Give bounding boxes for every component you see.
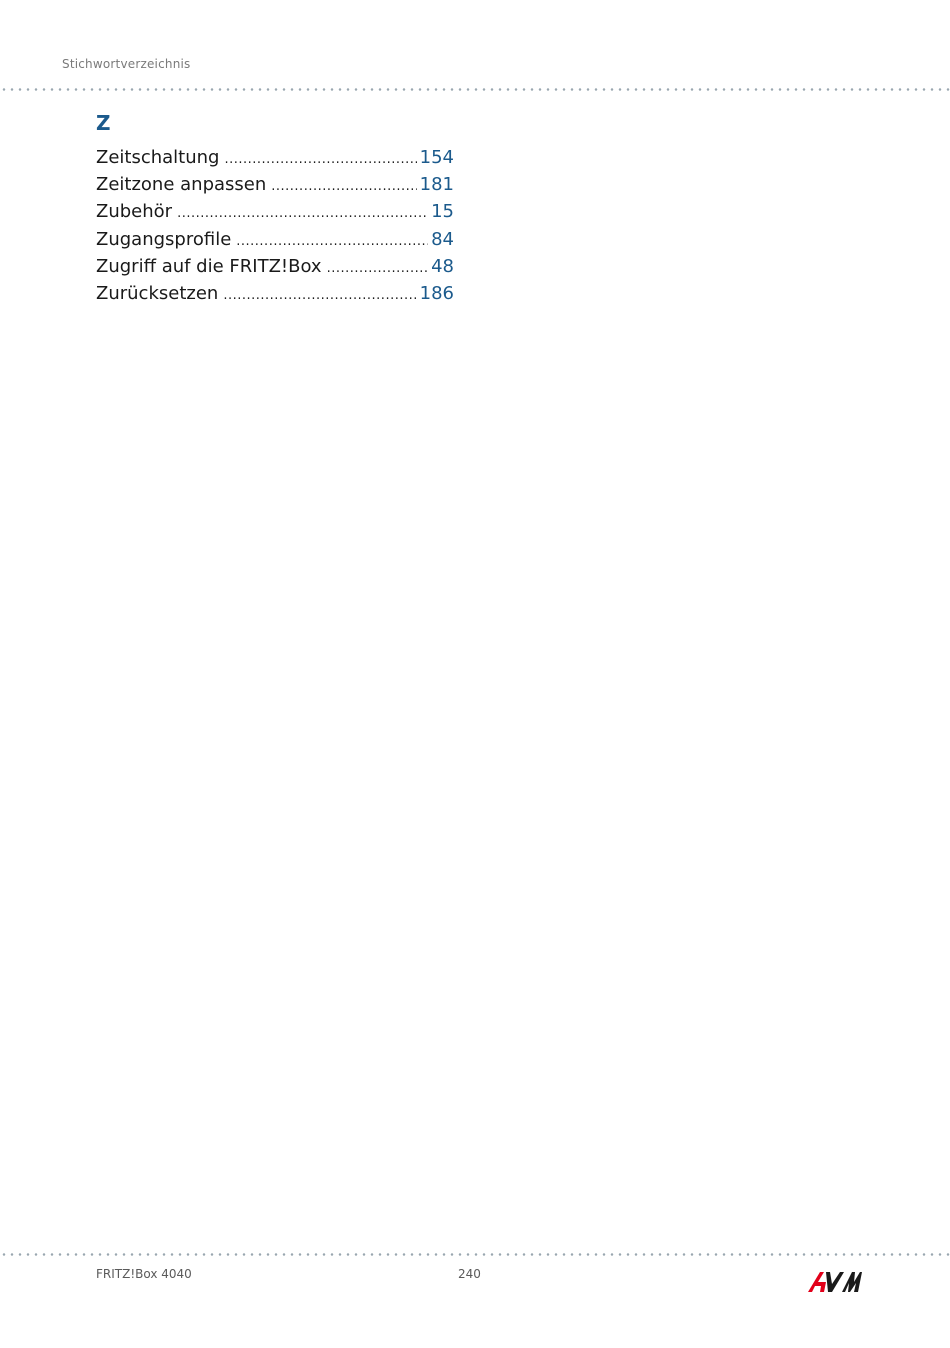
index-entry[interactable] bbox=[96, 198, 454, 225]
index-entry[interactable] bbox=[96, 280, 454, 307]
dot-leader bbox=[223, 282, 416, 309]
dot-leader bbox=[327, 255, 429, 282]
index-term: Zugriff auf die FRITZ!Box bbox=[96, 255, 322, 277]
footer-divider bbox=[0, 1253, 950, 1256]
header-divider bbox=[0, 88, 950, 91]
index-term: Zugangsprofile bbox=[96, 228, 232, 250]
index-entry[interactable] bbox=[96, 226, 454, 253]
index-term: Zeitschaltung bbox=[96, 147, 220, 168]
index-page-link[interactable]: 48 bbox=[431, 255, 454, 277]
index-term: Zeitzone anpassen bbox=[96, 174, 267, 196]
index-term: Zubehör bbox=[96, 201, 173, 223]
index-page-link[interactable]: 84 bbox=[431, 228, 454, 250]
index-section-z bbox=[96, 110, 454, 307]
dot-leader bbox=[271, 173, 416, 200]
index-page-link[interactable]: 154 bbox=[419, 147, 454, 168]
dot-leader bbox=[224, 146, 416, 173]
running-head-title: Stichwortverzeichnis bbox=[62, 57, 191, 71]
dot-leader bbox=[177, 200, 428, 227]
footer-product-name: FRITZ!Box 4040 bbox=[96, 1267, 192, 1281]
index-entry[interactable] bbox=[96, 144, 454, 171]
index-entry[interactable] bbox=[96, 253, 454, 280]
index-entry[interactable] bbox=[96, 171, 454, 198]
dot-leader bbox=[236, 228, 428, 255]
index-page-link[interactable]: 15 bbox=[431, 201, 454, 223]
index-term: Zurücksetzen bbox=[96, 282, 219, 304]
footer-page-number: 240 bbox=[458, 1267, 481, 1281]
avm-logo-icon bbox=[808, 1268, 862, 1294]
index-page-link[interactable]: 186 bbox=[419, 282, 454, 304]
index-page-link[interactable]: 181 bbox=[419, 174, 454, 196]
section-letter: Z bbox=[96, 111, 111, 135]
